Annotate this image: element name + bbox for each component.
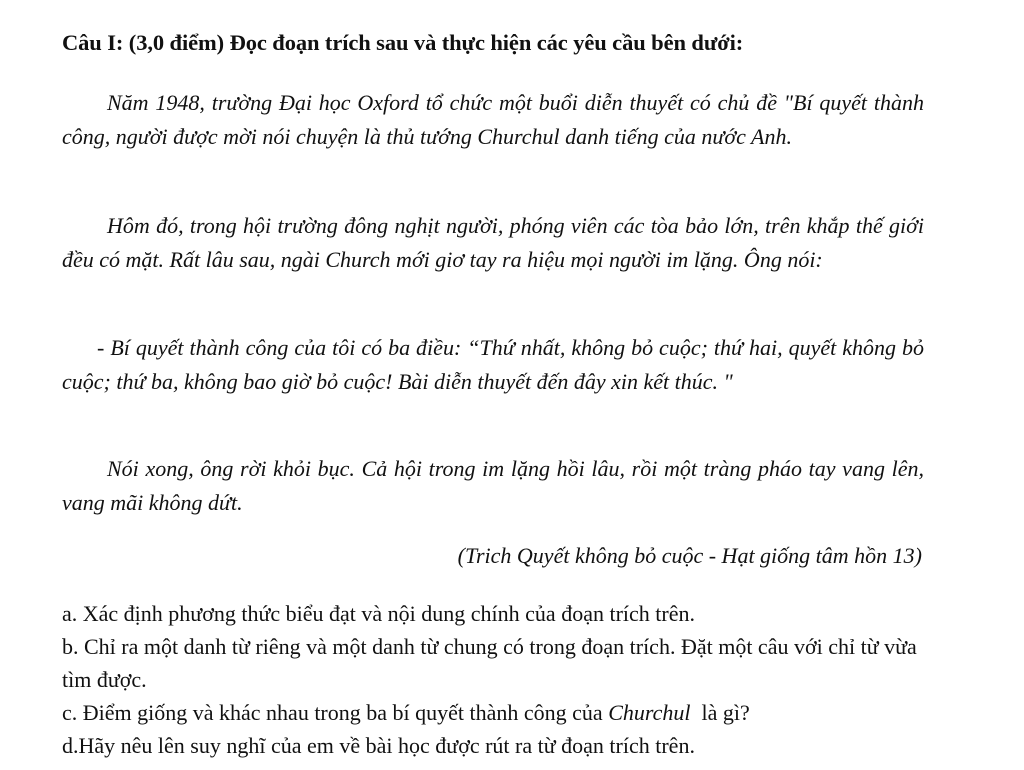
task-list (62, 597, 924, 762)
task-d: d.Hãy nêu lên suy nghĩ của em về bài học được rút ra từ đoạn trích trên. (62, 733, 695, 758)
excerpt-paragraph-3: - Bí quyết thành công của tôi có ba điều: “Thứ nhất, không bỏ cuộc; thứ hai, quyết không bỏ cuộc; thứ ba, không bao giờ bỏ cuộc! Bài diễn thuyết đến đây xin kết thúc. " (62, 335, 924, 394)
task-a: a. Xác định phương thức biểu đạt và nội dung chính của đoạn trích trên. (62, 601, 695, 626)
task-c (62, 696, 924, 729)
task-c-suffix: là gì? (690, 700, 750, 725)
excerpt-paragraph-4: Nói xong, ông rời khỏi bục. Cả hội trong im lặng hồi lâu, rồi một tràng pháo tay vang lên, vang mãi không dứt. (62, 456, 924, 515)
document-page (62, 0, 924, 770)
excerpt-paragraph-1: Năm 1948, trường Đại học Oxford tổ chức một buổi diễn thuyết có chủ đề "Bí quyết thành công, người được mời nói chuyện là thủ tướng Churchul danh tiếng của nước Anh. (62, 90, 924, 149)
task-b: b. Chỉ ra một danh từ riêng và một danh từ chung có trong đoạn trích. Đặt một câu với chỉ từ vừa tìm được. (62, 634, 917, 692)
task-c-name: Churchul (608, 700, 691, 725)
task-c-prefix: c. Điểm giống và khác nhau trong ba bí quyết thành công của (62, 700, 609, 725)
excerpt-source: (Trich Quyết không bỏ cuộc - Hạt giống tâm hồn 13) (457, 543, 922, 568)
question-heading: Câu I: (3,0 điểm) Đọc đoạn trích sau và thực hiện các yêu cầu bên dưới: (62, 30, 744, 55)
excerpt-paragraph-2: Hôm đó, trong hội trường đông nghịt người, phóng viên các tòa bảo lớn, trên khắp thế giới đều có mặt. Rất lâu sau, ngài Church mới giơ tay ra hiệu mọi người im lặng. Ông nói: (62, 213, 924, 272)
